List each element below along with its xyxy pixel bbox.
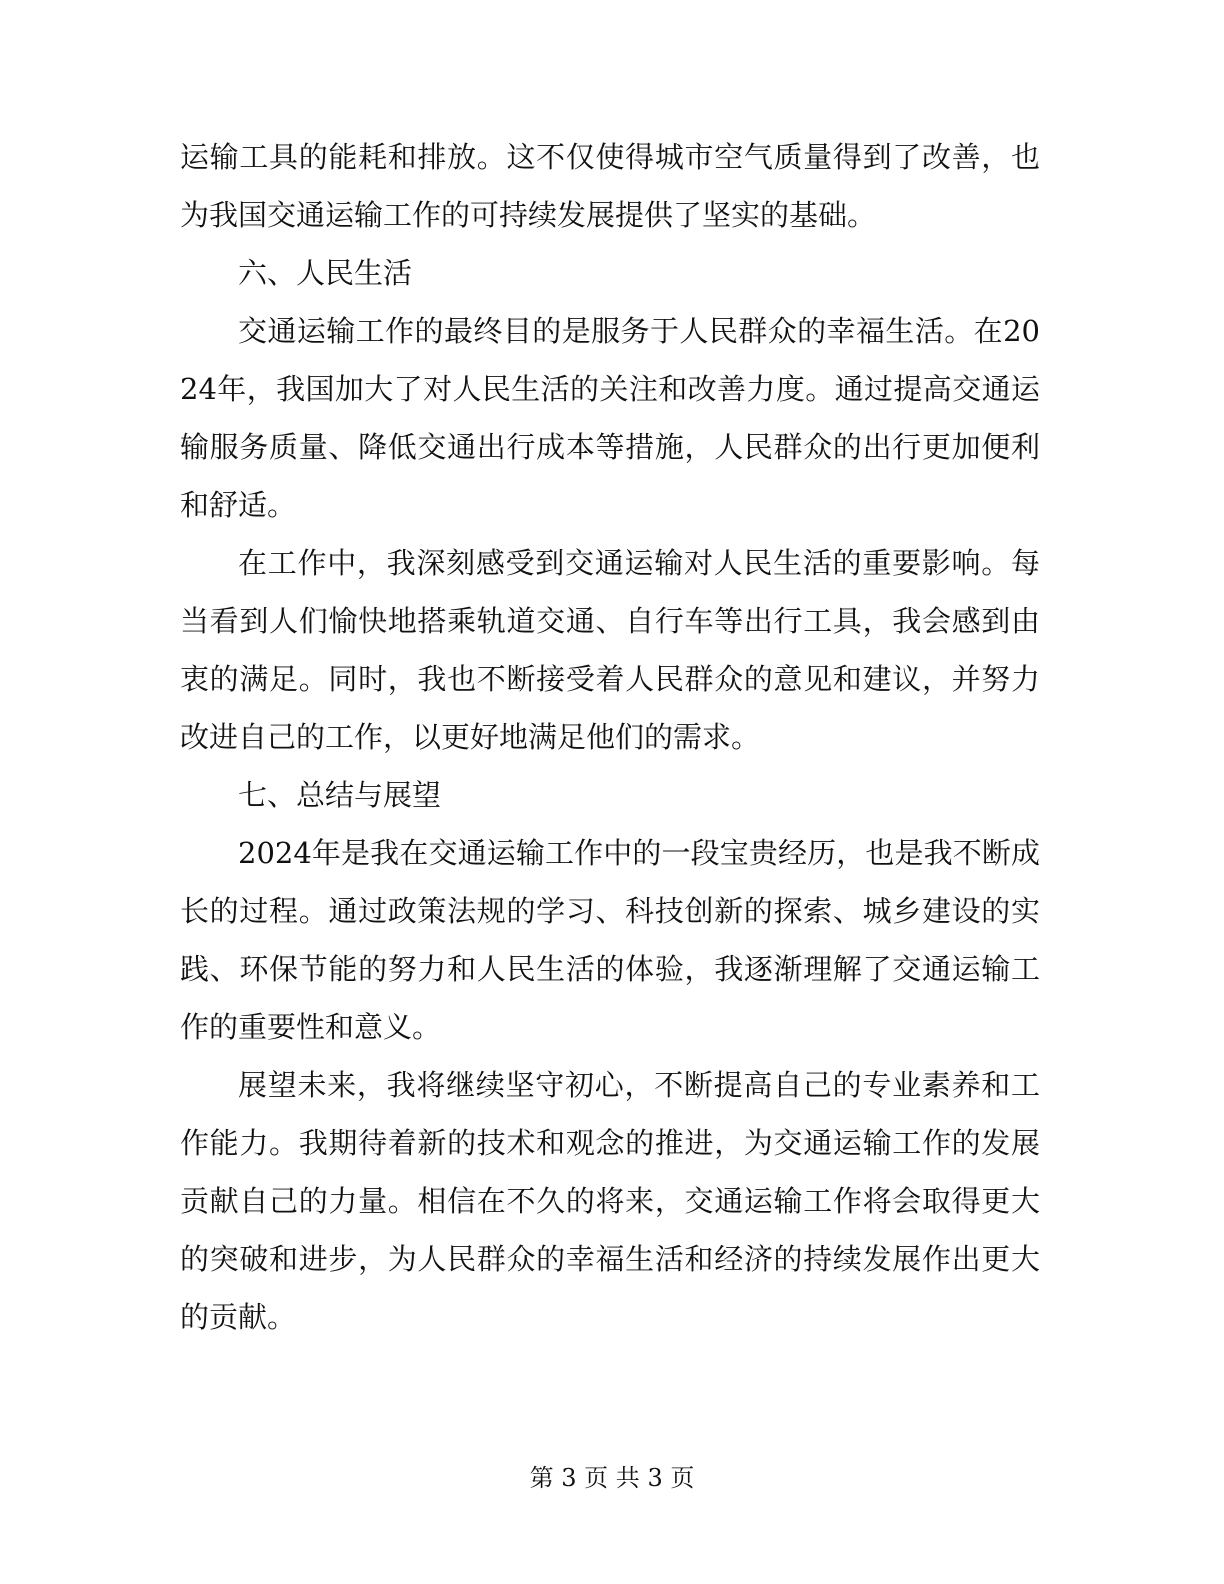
paragraph: 交通运输工作的最终目的是服务于人民群众的幸福生活。在2024年，我国加大了对人民生活的关注和改善力度。通过提高交通运输服务质量、降低交通出行成本等措施，人民群众的出行更加便利和舒适。 bbox=[180, 314, 1040, 522]
page-number-footer: 第 3 页 共 3 页 bbox=[529, 1464, 695, 1492]
section-heading-summary-outlook: 七、总结与展望 bbox=[238, 778, 442, 812]
paragraph: 2024年是我在交通运输工作中的一段宝贵经历，也是我不断成长的过程。通过政策法规的学习、科技创新的探索、城乡建设的实践、环保节能的努力和人民生活的体验，我逐渐理解了交通运输工作的重要性和意义。 bbox=[180, 836, 1040, 1044]
document-body bbox=[180, 128, 1040, 1346]
paragraph: 在工作中，我深刻感受到交通运输对人民生活的重要影响。每当看到人们愉快地搭乘轨道交通、自行车等出行工具，我会感到由衷的满足。同时，我也不断接受着人民群众的意见和建议，并努力改进自己的工作，以更好地满足他们的需求。 bbox=[180, 546, 1040, 754]
paragraph: 展望未来，我将继续坚守初心，不断提高自己的专业素养和工作能力。我期待着新的技术和观念的推进，为交通运输工作的发展贡献自己的力量。相信在不久的将来，交通运输工作将会取得更大的突破和进步，为人民群众的幸福生活和经济的持续发展作出更大的贡献。 bbox=[180, 1068, 1040, 1334]
section-heading-people-life: 六、人民生活 bbox=[238, 256, 413, 290]
paragraph-continuation: 运输工具的能耗和排放。这不仅使得城市空气质量得到了改善，也为我国交通运输工作的可持续发展提供了坚实的基础。 bbox=[180, 140, 1040, 232]
